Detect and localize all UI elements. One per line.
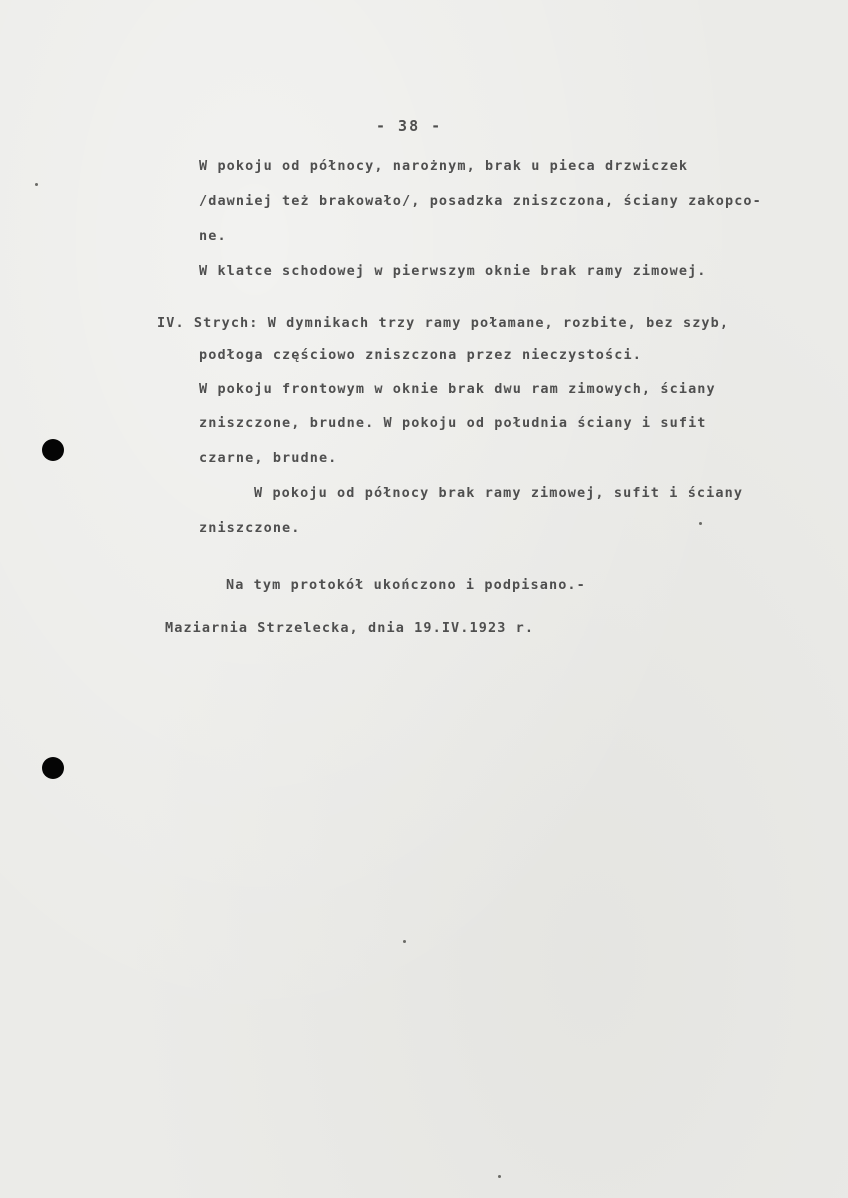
text-line: W pokoju od północy, narożnym, brak u pieca drzwiczek	[199, 158, 689, 174]
text-line: zniszczone, brudne. W pokoju od południa ściany i sufit	[199, 415, 707, 431]
text-line: Maziarnia Strzelecka, dnia 19.IV.1923 r.	[165, 620, 535, 636]
text-line: W klatce schodowej w pierwszym oknie brak ramy zimowej.	[199, 263, 707, 279]
text-line: /dawniej też brakowało/, posadzka zniszczona, ściany zakopco-	[199, 193, 762, 209]
text-line: ne.	[199, 228, 227, 244]
paper-speck	[498, 1175, 501, 1178]
text-line: podłoga częściowo zniszczona przez nieczystości.	[199, 347, 642, 363]
text-line: W pokoju frontowym w oknie brak dwu ram zimowych, ściany	[199, 381, 716, 397]
page-number: - 38 -	[376, 117, 443, 135]
paper-speck	[403, 940, 406, 943]
paper-speck	[35, 183, 38, 186]
text-line: Na tym protokół ukończono i podpisano.-	[226, 577, 586, 593]
punch-hole	[42, 757, 64, 779]
paper-speck	[699, 522, 702, 525]
punch-hole	[42, 439, 64, 461]
text-line: W pokoju od północy brak ramy zimowej, sufit i ściany	[254, 485, 744, 501]
text-line: czarne, brudne.	[199, 450, 338, 466]
text-line: zniszczone.	[199, 520, 301, 536]
text-line: IV. Strych: W dymnikach trzy ramy połamane, rozbite, bez szyb,	[157, 315, 730, 331]
